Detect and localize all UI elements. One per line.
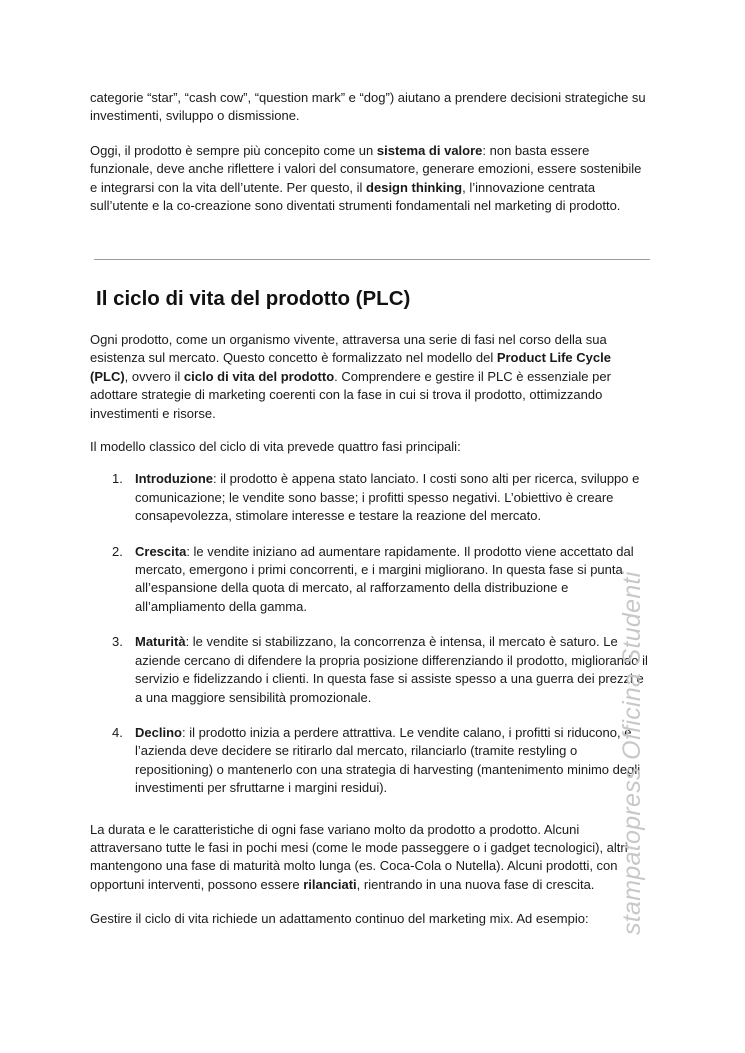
phase-list <box>90 470 652 797</box>
paragraph-bcg: categorie “star”, “cash cow”, “question mark” e “dog”) aiutano a prendere decisioni strategiche su investimenti, sviluppo o dismissione. <box>90 90 646 124</box>
list-item: 1. Introduzione: il prodotto è appena stato lanciato. I costi sono alti per ricerca, sviluppo e comunicazione; le vendite sono basse; i profitti spesso negativi. L’obiettivo è creare consapevolezza, stimolare interesse e testare la reazione del mercato. <box>112 471 640 524</box>
watermark: stampatopress Officina Studenti <box>618 571 646 935</box>
section-body <box>90 331 652 945</box>
list-item: 3. Maturità: le vendite si stabilizzano, la concorrenza è intensa, il mercato è saturo. Le aziende cercano di difendere la propria posizione differenziando il prodotto, migliorando il servizio e fidelizzando i clienti. In questa fase si assiste spesso a una guerra dei prezzi e a una maggiore sensibilità promozionale. <box>112 634 648 705</box>
paragraph-marketing-mix: Gestire il ciclo di vita richiede un adattamento continuo del marketing mix. Ad esempio: <box>90 911 589 927</box>
paragraph-intro: Ogni prodotto, come un organismo vivente, attraversa una serie di fasi nel corso della sua esistenza sul mercato. Questo concetto è formalizzato nel modello del Product Life Cycle (PLC), ovvero il ciclo di vita del prodotto. Comprendere e gestire il PLC è essenziale per adottare strategie di marketing coerenti con la fase in cui si trova il prodotto, ottimizzando investimenti e risorse. <box>90 332 611 421</box>
top-text <box>90 89 652 215</box>
horizontal-divider <box>94 259 650 260</box>
paragraph-lead: Il modello classico del ciclo di vita prevede quattro fasi principali: <box>90 439 461 455</box>
list-item: 4. Declino: il prodotto inizia a perdere attrattiva. Le vendite calano, i profitti si riducono, e l’azienda deve decidere se ritirarlo dal mercato, rilanciarlo (tramite restyling o repositioning) o mantenerlo con una strategia di harvesting (mantenimento minimo degli investimenti per sfruttarne i margini residui). <box>112 724 641 796</box>
paragraph-duration: La durata e le caratteristiche di ogni fase variano molto da prodotto a prodotto. Alcuni attraversano tutte le fasi in pochi mesi (come le mode passeggere o i gadget tecnologici), altri mantengono una fase di maturità molto lunga (es. Coca-Cola o Nutella). Alcuni prodotti, con opportuni interventi, possono essere rilanciati, rientrando in una nuova fase di crescita. <box>90 821 628 892</box>
closing-text <box>90 821 652 929</box>
section-title: Il ciclo di vita del prodotto (PLC) <box>96 287 411 310</box>
list-item: 2. Crescita: le vendite iniziano ad aumentare rapidamente. Il prodotto viene accettato dal mercato, emergono i primi concorrenti, e i margini migliorano. In questa fase si punta all’espansione della quota di mercato, al rafforzamento della distribuzione e all’ampliamento della gamma. <box>112 543 634 614</box>
paragraph-value-system: Oggi, il prodotto è sempre più concepito come un sistema di valore: non basta essere funzionale, deve anche riflettere i valori del consumatore, generare emozioni, essere sostenibile e integrarsi con la vita dell’utente. Per questo, il design thinking, l’innovazione centrata sull’utente e la co-creazione sono diventati strumenti fondamentali nel marketing di prodotto. <box>90 142 642 214</box>
